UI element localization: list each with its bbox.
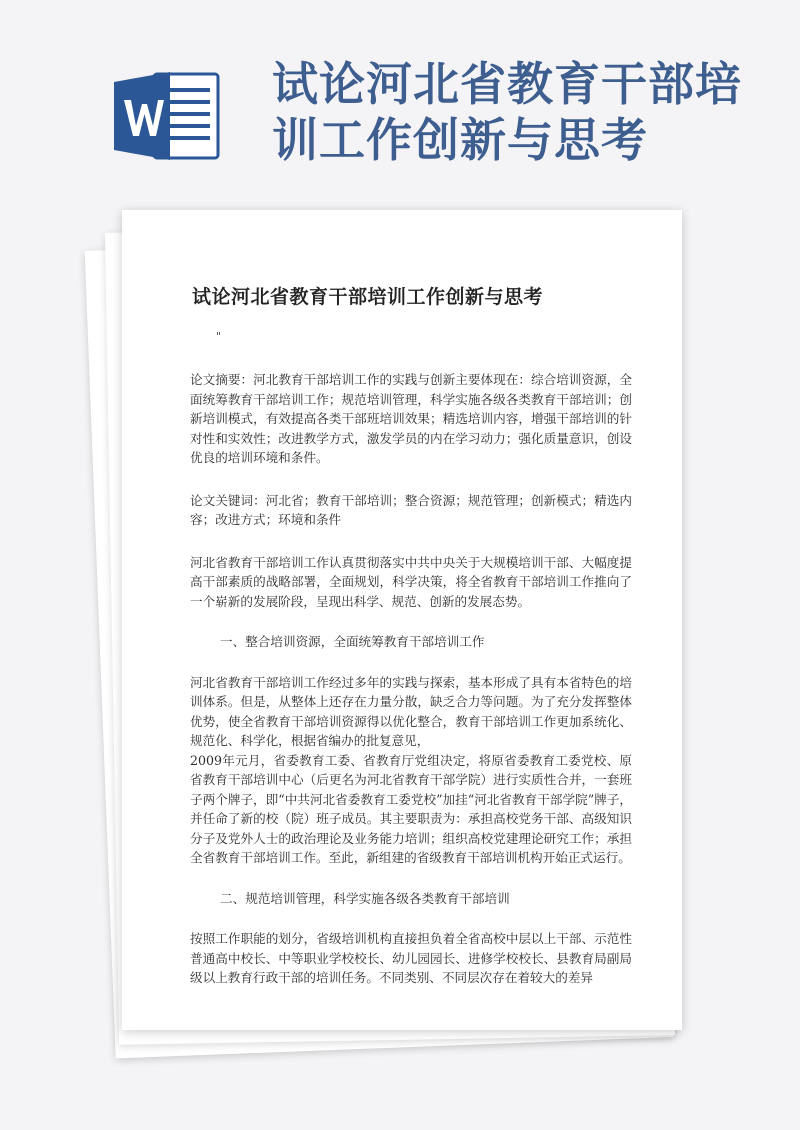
body-paragraph: 按照工作职能的划分，省级培训机构直接担负着全省高校中层以上干部、示范性普通高中校长、中等职业学校校长、幼儿园园长、进修学校校长、县教育局副局级以上教育行政干部的培训任务。不同类别、不同层次存在着较大的差异 (190, 931, 632, 985)
quote-mark: " (216, 330, 222, 343)
word-icon (112, 68, 224, 164)
document-title: 试论河北省教育干部培训工作创新与思考 (192, 286, 544, 308)
section-heading-1: 一、整合培训资源，全面统筹教育干部培训工作 (220, 634, 485, 649)
abstract-paragraph: 论文摘要：河北教育干部培训工作的实践与创新主要体现在：综合培训资源，全面统筹教育干部培训工作；规范培训管理，科学实施各级各类教育干部培训；创新培训模式，有效提高各类干部班培训效果；精选培训内容，增强干部培训的针对性和实效性；改进教学方式，激发学员的内在学习动力；强化质量意识，创设优良的培训环境和条件。 (190, 372, 632, 465)
header (0, 0, 800, 200)
header-title: 试论河北省教育干部培训工作创新与思考 (272, 57, 742, 167)
section-heading-2: 二、规范培训管理，科学实施各级各类教育干部培训 (220, 890, 510, 906)
body-paragraph: 2009年元月，省委教育工委、省教育厅党组决定，将原省委教育工委党校、原省教育干部培训中心（后更名为河北省教育干部学院）进行实质性合并，一套班子两个牌子，即“中共河北省委教育工委党校”加挂“河北省教育干部学院”牌子，并任命了新的校（院）班子成员。其主要职责为：承担高校党务干部、高级知识分子及党外人士的政治理论及业务能力培训；组织高校党建理论研究工作；承担全省教育干部培训工作。至此，新组建的省级教育干部培训机构开始正式运行。 (190, 752, 632, 865)
document-body (190, 370, 632, 988)
body-paragraph: 河北省教育干部培训工作经过多年的实践与探索，基本形成了具有本省特色的培训体系。但是，从整体上还存在力量分散，缺乏合力等问题。为了充分发挥整体优势，使全省教育干部培训资源得以优化整合，教育干部培训工作更加系统化、规范化、科学化，根据省编办的批复意见， (190, 674, 632, 748)
intro-paragraph: 河北省教育干部培训工作认真贯彻落实中共中央关于大规模培训干部、大幅度提高干部素质的战略部署，全面规划，科学决策，将全省教育干部培训工作推向了一个崭新的发展阶段，呈现出科学、规范、创新的发展态势。 (190, 554, 632, 609)
keywords-paragraph: 论文关键词：河北省；教育干部培训；整合资源；规范管理；创新模式；精选内容；改进方式；环境和条件 (190, 492, 632, 527)
document-page (122, 210, 682, 1030)
